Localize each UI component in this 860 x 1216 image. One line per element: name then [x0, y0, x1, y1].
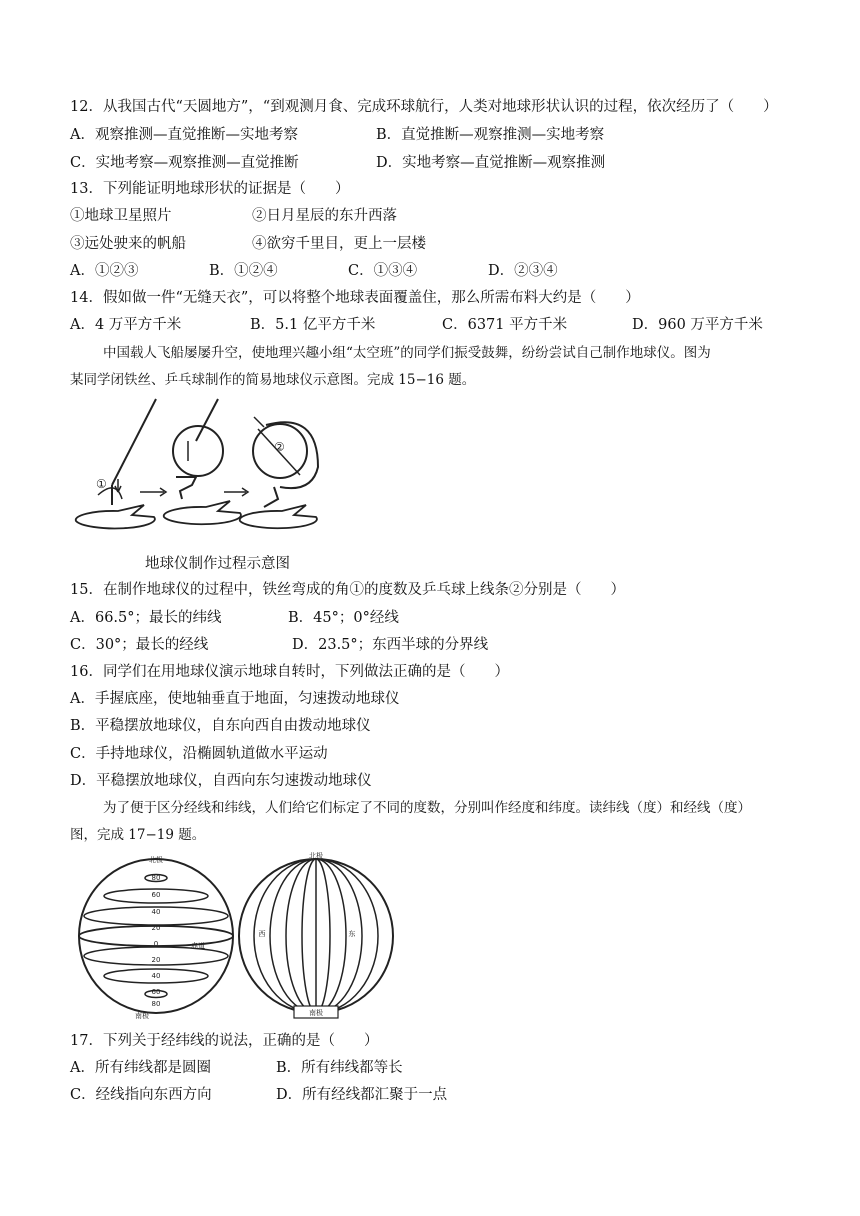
lat-label-6: 40: [151, 972, 161, 980]
q13-item-3: ③远处驶来的帆船: [70, 236, 186, 252]
q14-option-d: D．960 万平方千米: [632, 317, 763, 333]
passage1-line2: 某同学闭铁丝、乒乓球制作的简易地球仪示意图。完成 15−16 题。: [70, 372, 476, 388]
ball-stage2: [173, 426, 223, 476]
q12-option-b: B．直觉推断—观察推测—实地考察: [376, 127, 605, 143]
left-top-label: 北极: [149, 856, 163, 864]
q16-stem: 16．同学们在用地球仪演示地球自转时，下列做法正确的是（ ）: [70, 664, 509, 680]
lat-label-7: 60: [151, 988, 161, 996]
q14-stem: 14．假如做一件“无缝天衣”，可以将整个地球表面覆盖住，那么所需布料大约是（ ）: [70, 290, 640, 306]
left-equator-label: 赤道: [191, 942, 205, 950]
figure1-caption: 地球仪制作过程示意图: [145, 556, 290, 572]
q14-option-c: C．6371 平方千米: [442, 317, 568, 333]
q13-item-2: ②日月星辰的东升西落: [252, 208, 397, 224]
base-stage1: [76, 505, 155, 528]
q12-stem: 12．从我国古代“天圆地方”，“到观测月食、完成环球航行，人类对地球形状认识的过程，依次经历了（ ）: [70, 99, 778, 115]
figure1-label-2: ②: [274, 440, 285, 454]
q13-option-b: B．①②④: [209, 263, 278, 279]
q17-option-b: B．所有纬线都等长: [276, 1060, 403, 1076]
passage1-line1: 中国载人飞船屡屡升空，使地理兴趣小组“太空班”的同学们振受鼓舞，纷纷尝试自己制作地球仪。图为: [103, 345, 711, 361]
globe-making-figure: [68, 395, 328, 545]
lat-label-4: 0: [153, 940, 159, 948]
q17-stem: 17．下列关于经纬线的说法，正确的是（ ）: [70, 1033, 379, 1049]
q13-option-c: C．①③④: [348, 263, 418, 279]
base-stage2: [164, 501, 241, 524]
right-bottom-label: 南极: [309, 1009, 323, 1017]
longitude-globe: [239, 859, 393, 1018]
q13-option-d: D．②③④: [488, 263, 558, 279]
wire-stage2: [196, 399, 218, 441]
q16-option-d: D．平稳摆放地球仪，自西向东匀速拨动地球仪: [70, 773, 372, 789]
left-bottom-label: 南极: [135, 1012, 149, 1020]
q17-option-d: D．所有经线都汇聚于一点: [276, 1087, 448, 1103]
latitude-longitude-figure: [76, 848, 396, 1020]
q17-option-a: A．所有纬线都是圆圈: [70, 1060, 211, 1076]
stand-stage3: [264, 487, 278, 507]
right-west-label: 西: [258, 930, 266, 938]
passage2-line1: 为了便于区分经线和纬线，人们给它们标定了不同的度数，分别叫作经度和纬度。读纬线（度）和经线（度）: [103, 800, 751, 816]
q13-stem: 13．下列能证明地球形状的证据是（ ）: [70, 181, 350, 197]
q16-option-b: B．平稳摆放地球仪，自东向西自由拨动地球仪: [70, 718, 371, 734]
q16-option-a: A．手握底座，使地轴垂直于地面，匀速拨动地球仪: [70, 691, 400, 707]
q17-option-c: C．经线指向东西方向: [70, 1087, 212, 1103]
figure1-label-1: ①: [96, 477, 107, 491]
q16-option-c: C．手持地球仪，沿椭圆轨道做水平运动: [70, 746, 328, 762]
wire-stage1: [112, 399, 156, 485]
q12-option-a: A．观察推测—直觉推断—实地考察: [70, 127, 298, 143]
base-stage3: [240, 505, 317, 528]
q14-option-a: A．4 万平方千米: [70, 317, 182, 333]
q15-option-c: C．30°；最长的经线: [70, 637, 209, 653]
lat-label-1: 60: [151, 891, 161, 899]
q15-option-d: D．23.5°；东西半球的分界线: [292, 637, 489, 653]
stand-stage2: [176, 477, 196, 499]
q12-option-c: C．实地考察—观察推测—直觉推断: [70, 155, 299, 171]
q12-option-d: D．实地考察—直觉推断—观察推测: [376, 155, 606, 171]
q13-item-4: ④欲穷千里目，更上一层楼: [252, 236, 426, 252]
q14-option-b: B．5.1 亿平方千米: [250, 317, 376, 333]
q15-option-b: B．45°；0°经线: [288, 610, 399, 626]
lat-label-5: 20: [151, 956, 161, 964]
lat-label-0: 80: [151, 874, 161, 882]
q15-option-a: A．66.5°；最长的纬线: [70, 610, 222, 626]
right-east-label: 东: [348, 930, 356, 938]
passage2-line2: 图，完成 17−19 题。: [70, 827, 206, 843]
q13-option-a: A．①②③: [70, 263, 139, 279]
lat-label-2: 40: [151, 908, 161, 916]
q15-stem: 15．在制作地球仪的过程中，铁丝弯成的角①的度数及乒乓球上线条②分别是（ ）: [70, 582, 625, 598]
lat-label-3: 20: [151, 924, 161, 932]
q13-item-1: ①地球卫星照片: [70, 208, 172, 224]
lat-label-8: 80: [151, 1000, 161, 1008]
right-top-label: 北极: [309, 852, 323, 860]
